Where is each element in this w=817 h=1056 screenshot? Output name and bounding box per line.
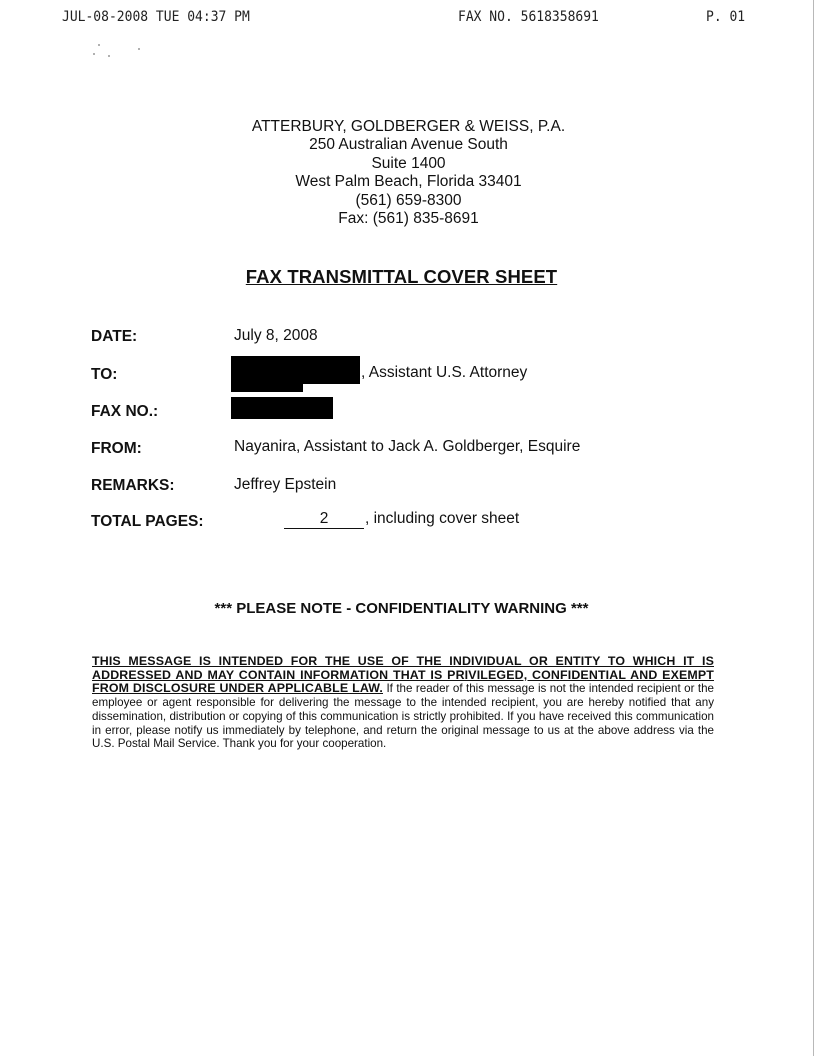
scan-speck [98, 44, 100, 46]
firm-fax: Fax: (561) 835-8691 [338, 210, 479, 228]
fax-sender-number: FAX NO. 5618358691 [458, 9, 599, 26]
date-label: DATE: [91, 328, 138, 345]
redaction-bar-to-tail [231, 382, 303, 392]
confidentiality-heading: *** PLEASE NOTE - CONFIDENTIALITY WARNING *** [214, 600, 589, 617]
firm-city: West Palm Beach, Florida 33401 [295, 173, 522, 191]
from-label: FROM: [91, 440, 142, 457]
to-value: , Assistant U.S. Attorney [361, 364, 528, 381]
letterhead [0, 118, 817, 228]
date-value: July 8, 2008 [234, 327, 318, 344]
notice-body: If the reader of this message is not the intended recipient or the employee or agent responsible for delivering the message to the intended recipient, you are hereby notified that any dissemination, distribution or copying of this communication is strictly prohibited. If you have received this communication in error, please notify us immediately by telephone, and return the original message to us at the above address via the U.S. Postal Mail Service. Thank you for your cooperation. [92, 682, 714, 751]
redaction-bar-fax-no [231, 397, 333, 419]
firm-suite: Suite 1400 [371, 154, 446, 172]
firm-name: ATTERBURY, GOLDBERGER & WEISS, P.A. [251, 118, 566, 135]
to-label: TO: [91, 366, 118, 383]
page-title: FAX TRANSMITTAL COVER SHEET [245, 266, 558, 287]
remarks-value: Jeffrey Epstein [234, 476, 337, 493]
scan-speck [93, 53, 95, 55]
confidentiality-notice [92, 655, 714, 751]
remarks-label: REMARKS: [91, 477, 175, 494]
fax-no-label: FAX NO.: [91, 403, 159, 420]
total-pages-label: TOTAL PAGES: [91, 513, 204, 530]
scan-speck [138, 48, 140, 50]
firm-phone: (561) 659-8300 [355, 191, 462, 209]
fax-datetime: JUL-08-2008 TUE 04:37 PM [62, 9, 250, 26]
notice-lead: THIS MESSAGE IS INTENDED FOR THE USE OF THE INDIVIDUAL OR ENTITY TO WHICH IT IS ADDRESSED AND MAY CONTAIN INFORMATION THAT IS PRIVILEGED, CONFIDENTIAL AND EXEMPT FROM DISCLOSURE UNDER APPLICABLE LAW. [92, 654, 714, 696]
fax-transmission-header [0, 9, 817, 31]
total-pages-suffix: , including cover sheet [365, 510, 520, 527]
firm-street: 250 Australian Avenue South [309, 136, 508, 154]
fax-page-number: P. 01 [706, 9, 746, 26]
total-pages-value: 2 [284, 510, 364, 529]
scan-speck [108, 55, 110, 57]
redaction-bar-to [231, 356, 360, 384]
from-value: Nayanira, Assistant to Jack A. Goldberger, Esquire [234, 438, 581, 455]
